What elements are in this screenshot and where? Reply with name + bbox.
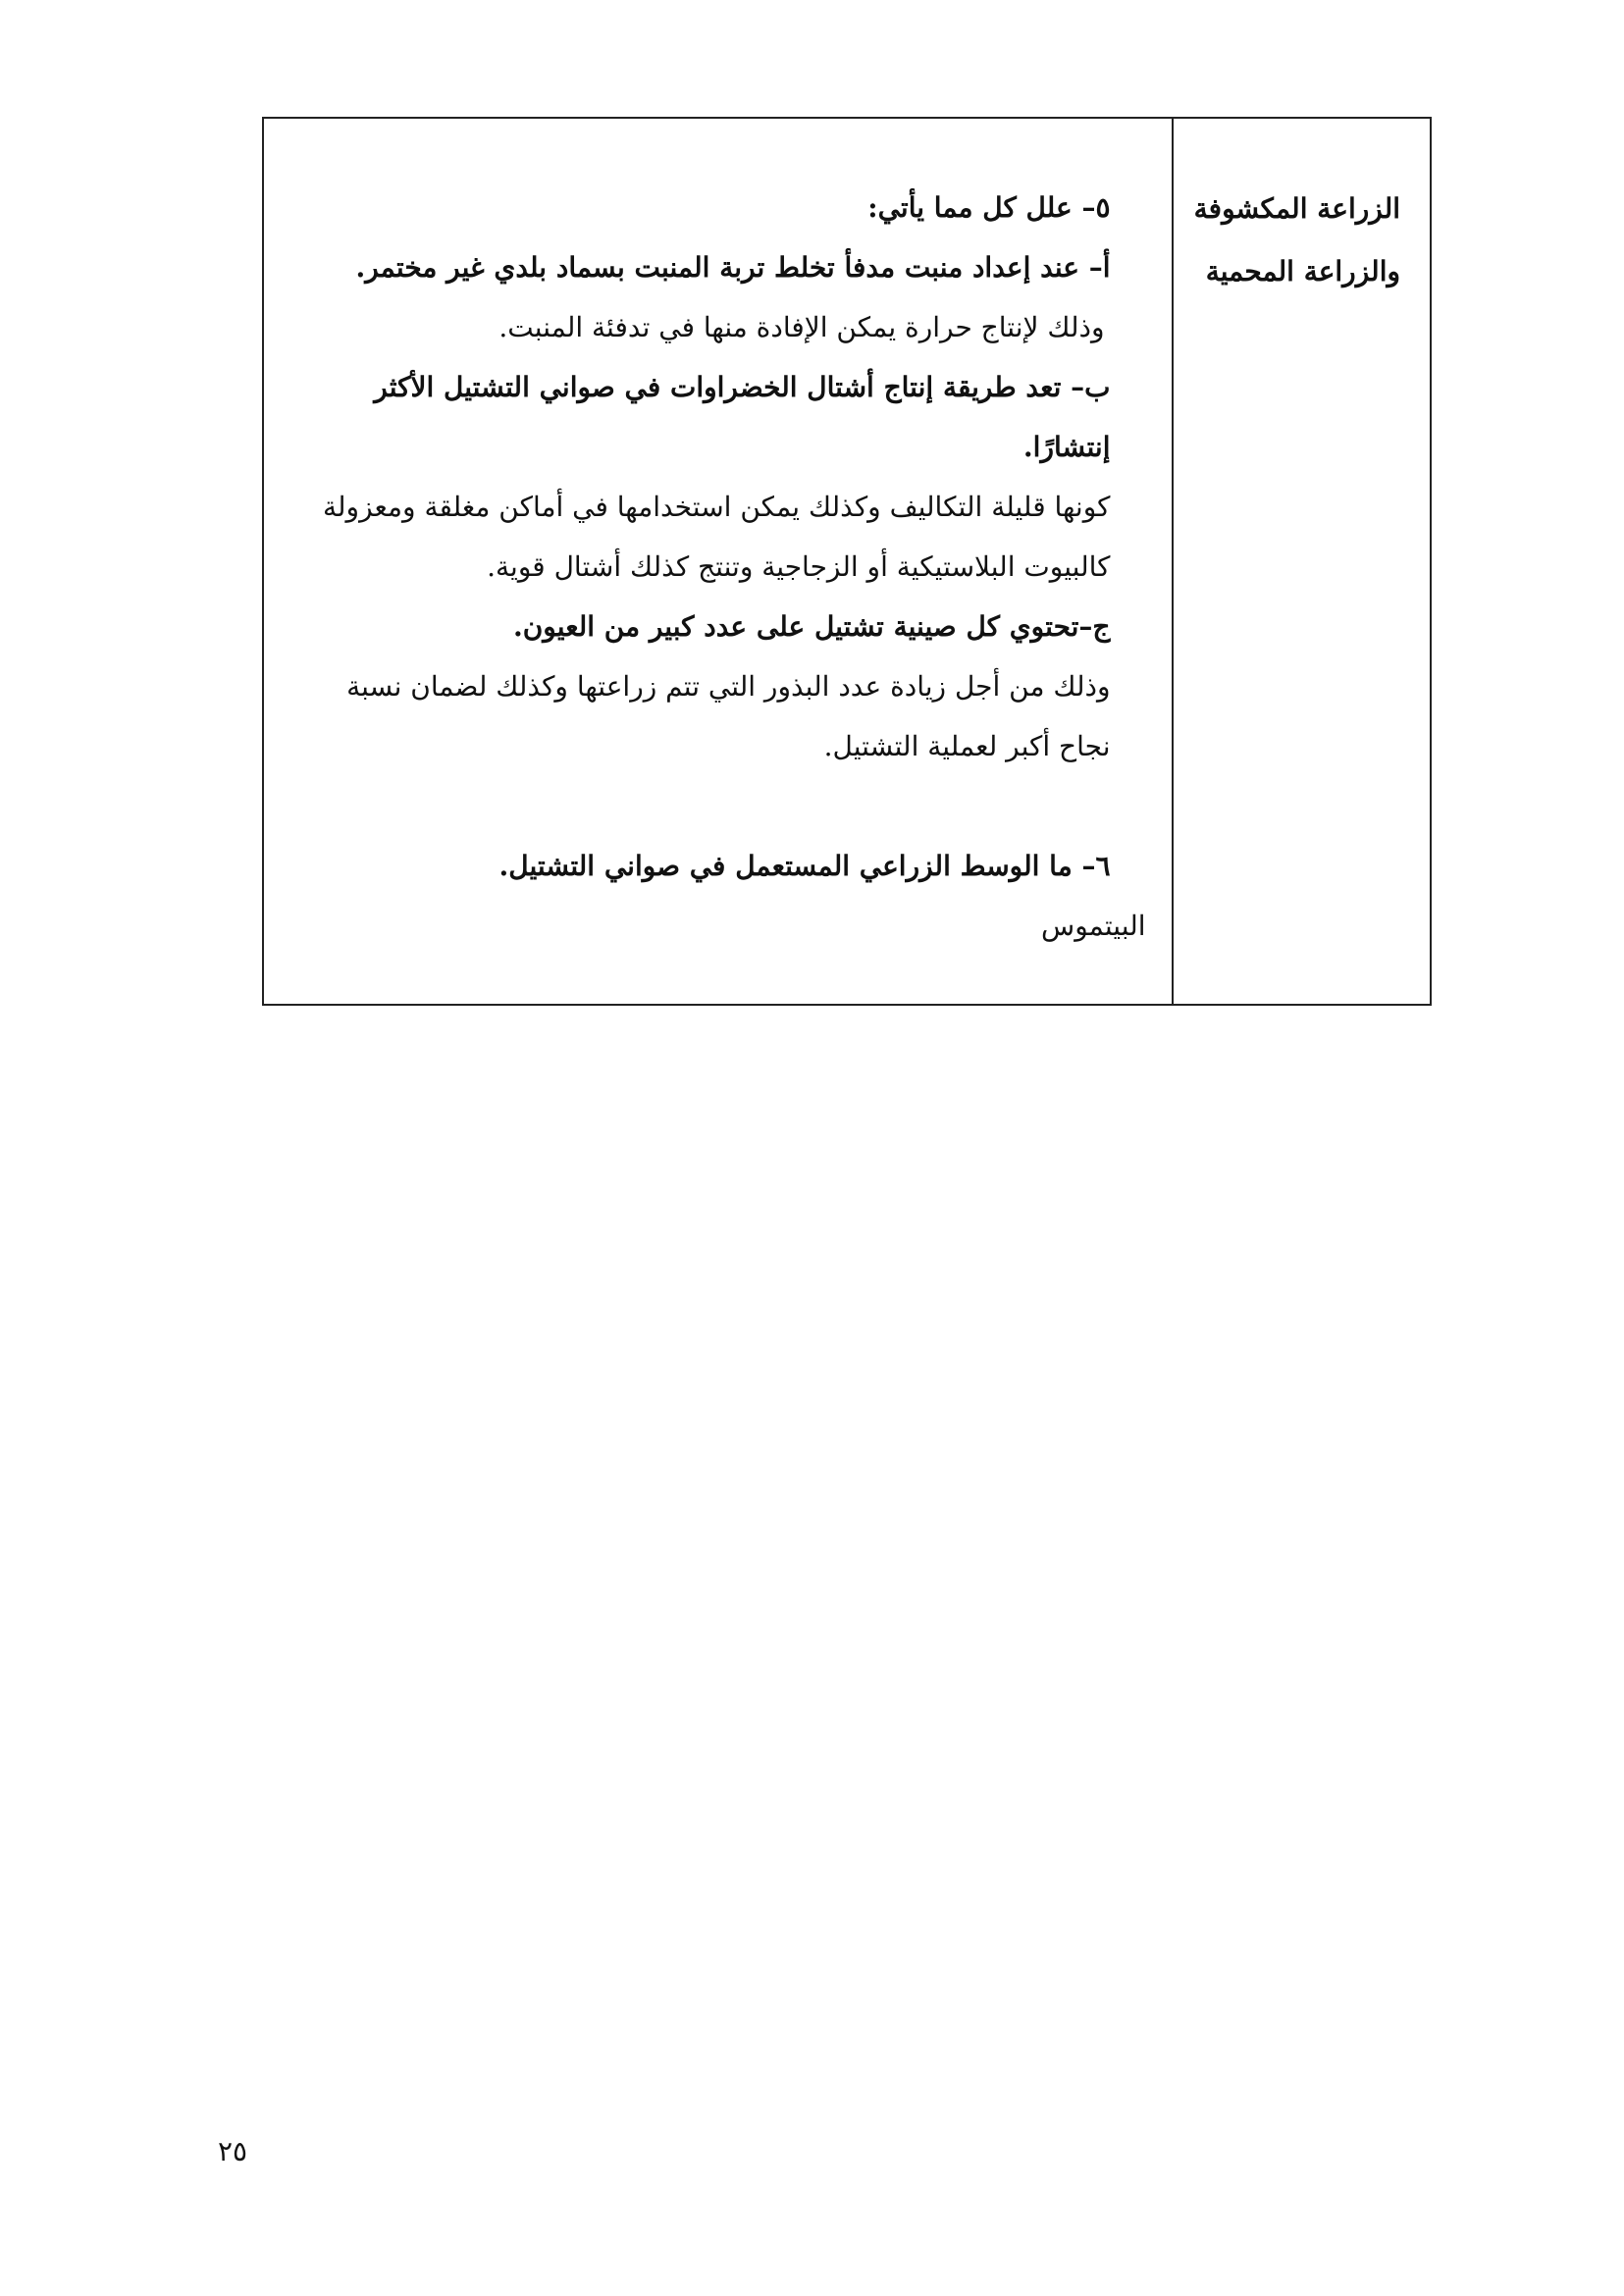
answer-5b-line-1: كونها قليلة التكاليف وكذلك يمكن استخدامها في أماكن مغلقة ومعزولة bbox=[323, 491, 1111, 523]
topic-line-2: والزراعة المحمية bbox=[1205, 255, 1400, 287]
question-5: ٥– علل كل مما يأتي: bbox=[867, 191, 1111, 224]
answer-6: البيتموس bbox=[1041, 910, 1146, 942]
question-5a: أ– عند إعداد منبت مدفأ تخلط تربة المنبت بسماد بلدي غير مختمر. bbox=[355, 251, 1111, 284]
content-cell bbox=[264, 119, 1172, 1004]
topic-cell bbox=[1172, 119, 1430, 1004]
question-5c: ج–تحتوي كل صينية تشتيل على عدد كبير من العيون. bbox=[512, 610, 1111, 643]
answer-5a: وذلك لإنتاج حرارة يمكن الإفادة منها في تدفئة المنبت. bbox=[498, 311, 1105, 343]
answer-5c-line-1: وذلك من أجل زيادة عدد البذور التي تتم زراعتها وكذلك لضمان نسبة bbox=[346, 670, 1111, 703]
question-5b-line-1: ب– تعد طريقة إنتاج أشتال الخضراوات في صواني التشتيل الأكثر bbox=[374, 371, 1111, 403]
page-number: ٢٥ bbox=[218, 2135, 248, 2167]
answer-5c-line-2: نجاح أكبر لعملية التشتيل. bbox=[823, 730, 1111, 762]
topic-line-1: الزراعة المكشوفة bbox=[1193, 192, 1400, 225]
content-table bbox=[262, 117, 1432, 1006]
answer-5b-line-2: كالبيوت البلاستيكية أو الزجاجية وتنتج كذلك أشتال قوية. bbox=[487, 550, 1111, 583]
question-6: ٦– ما الوسط الزراعي المستعمل في صواني التشتيل. bbox=[498, 850, 1111, 882]
spacer bbox=[323, 776, 1111, 836]
question-5b-line-2: إنتشارًا. bbox=[1022, 431, 1111, 463]
